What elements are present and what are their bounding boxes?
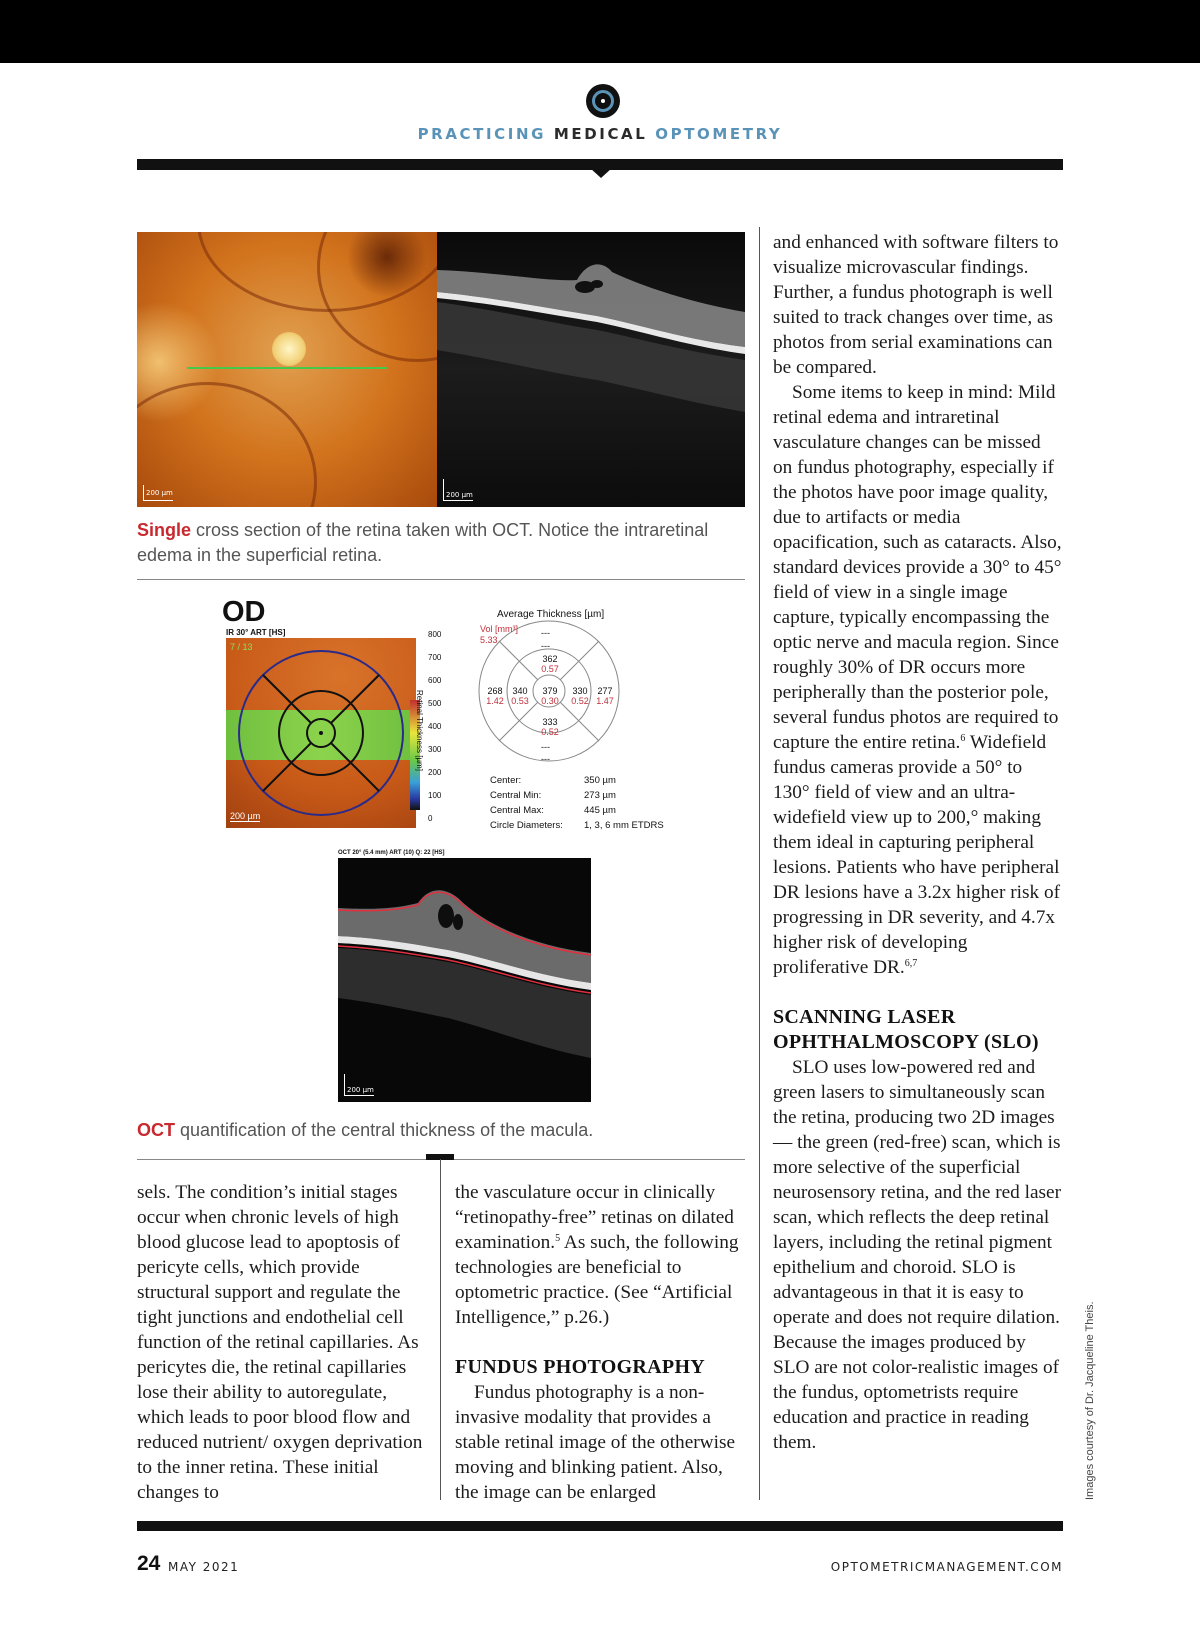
- page-number: 24: [137, 1552, 161, 1575]
- sector-center: 379 0.30: [541, 686, 559, 706]
- ir-scan-label: IR 30° ART [HS]: [226, 628, 286, 637]
- sector-dash: ---: [541, 641, 550, 651]
- paragraph: sels. The condition’s initial stages occur when chronic levels of high blood glucose lead to apoptosis of pericyte cells, which provide structural support and regulate the tight junctions and endothelial cell function of the retinal capillaries. As pericytes die, the retinal capillaries lose their ability to autoregulate, which leads to poor blood flow and reduced nutrient/ oxygen deprivation to the inner retina. These initial changes to: [137, 1182, 423, 1503]
- fundus-photo: [137, 232, 437, 507]
- section-heading: FUNDUS PHOTOGRAPHY: [455, 1356, 706, 1378]
- section-header: [0, 125, 1200, 143]
- section-heading: SCANNING LASER OPHTHALMOSCOPY (SLO): [773, 1006, 1039, 1053]
- figure-divider: [137, 579, 745, 580]
- oct-scan-graphic: [338, 858, 591, 1102]
- colorbar-tick: 600: [428, 676, 442, 685]
- map-scale-label: 200 µm: [230, 811, 261, 821]
- column-divider: [440, 1159, 441, 1500]
- eye-logo-icon: [586, 84, 620, 118]
- column-divider: [759, 227, 760, 1500]
- sector-inner-nasal: 330 0.52: [571, 686, 589, 706]
- figure1-caption: [137, 518, 747, 568]
- figure2-caption: [137, 1118, 747, 1143]
- caption-lead: OCT: [137, 1120, 175, 1140]
- sector-dash: ---: [541, 628, 550, 638]
- oct-cross-section-image: [437, 232, 745, 507]
- sector-outer-temporal: 268 1.42: [486, 686, 504, 706]
- colorbar-tick: 300: [428, 745, 442, 754]
- stat-row: Central Min: 273 µm: [490, 790, 616, 801]
- oct-scan-label: OCT 20° (5.4 mm) ART (10) Q: 22 [HS]: [338, 850, 445, 856]
- sector-dash: ---: [541, 742, 550, 752]
- stat-row: Central Max: 445 µm: [490, 805, 616, 816]
- thickness-stats: [490, 773, 664, 833]
- sector-inner-temporal: 340 0.53: [511, 686, 529, 706]
- body-column-1: [137, 1180, 427, 1505]
- stat-row: Circle Diameters: 1, 3, 6 mm ETDRS: [490, 820, 664, 831]
- body-column-3: [773, 230, 1063, 1455]
- volume-value: 5.33: [480, 635, 498, 645]
- website: OPTOMETRICMANAGEMENT.COM: [830, 1560, 1063, 1574]
- scale-bar-label: 200 µm: [443, 479, 473, 501]
- oct-scan-graphic: [437, 232, 745, 507]
- paragraph: SLO uses low-powered red and green lasers to simultaneously scan the retina, producing two 2D images — the green (red-free) scan, which is more selective of the superficial neurosensory retina, and the red laser scan, which reflects the deep retinal layers, including the retinal pigment epithelium and choroid. SLO is advantageous in that it is easy to operate and does not require dilation. Because the images produced by SLO are not color-realistic images of the fundus, optometrists require education and practice in reading them.: [773, 1057, 1062, 1453]
- colorbar-title: Retinal Thickness [µm]: [415, 690, 424, 771]
- volume-label: [480, 624, 518, 646]
- colorbar-tick: 400: [428, 722, 442, 731]
- section-header-part1: PRACTICING: [417, 125, 547, 143]
- average-thickness-title: Average Thickness [µm]: [497, 609, 605, 620]
- header-rule-notch: [590, 168, 612, 178]
- caption-text: cross section of the retina taken with OCT. Notice the intraretinal edema in the superficial retina.: [137, 520, 709, 565]
- top-black-bar: [0, 0, 1200, 63]
- caption-text: quantification of the central thickness of the macula.: [175, 1120, 594, 1140]
- paragraph: the vasculature occur in clinically “retinopathy-free” retinas on dilated examination.$^5$ As such, the following technologies are beneficial to optometric practice. (See “Artificial Intelligence,” p.26.): [455, 1182, 739, 1328]
- sector-inferior: 333 0.52: [541, 717, 559, 737]
- stat-row: Center: 350 µm: [490, 775, 616, 786]
- etdrs-grid-overlay: [226, 638, 416, 828]
- sector-superior: 362 0.57: [541, 654, 559, 674]
- oct-macula-image: [338, 858, 591, 1102]
- footer-rule: [137, 1521, 1063, 1531]
- colorbar-tick: 100: [428, 791, 442, 800]
- caption-lead: Single: [137, 520, 192, 540]
- eye-label: OD: [222, 596, 266, 628]
- thickness-map: [226, 638, 416, 828]
- scale-bar-label: 200 µm: [143, 485, 173, 501]
- paragraph: Some items to keep in mind: Mild retinal edema and intraretinal vasculature changes can be missed on fundus photography, especially if the photos have poor image quality, due to artifacts or media opacification, such as cataracts. Also, standard devices provide a 30° to 45° field of view in a single image capture, typically encompassing the optic nerve and macula region. Since roughly 30% of DR occurs more peripherally than the posterior pole, several fundus photos are required to capture the entire retina.$^6$ Widefield fundus cameras provide a 50° to 130° field of view and an ultra-widefield view up to 200,° making them ideal in capturing peripheral lesions. Patients who have peripheral DR lesions have a 3.2x higher risk of progressing in DR severity, and 4.7x higher risk of developing proliferative DR.$^{6,7}$: [773, 382, 1062, 978]
- body-column-2: [455, 1180, 745, 1505]
- image-credit: Images courtesy of Dr. Jacqueline Theis.: [1084, 1301, 1096, 1500]
- scale-bar-label: 200 µm: [344, 1074, 374, 1096]
- colorbar-tick: 800: [428, 630, 442, 639]
- volume-title: Vol [mm³]: [480, 624, 519, 634]
- paragraph: Fundus photography is a non-invasive modality that provides a stable retinal image of the otherwise moving and blinking patient. Also, the image can be enlarged: [455, 1382, 736, 1503]
- sector-dash: ---: [541, 754, 550, 764]
- frame-count: 7 / 13: [230, 642, 253, 652]
- colorbar-tick: 200: [428, 768, 442, 777]
- section-header-part3: OPTOMETRY: [655, 125, 783, 143]
- section-header-part2: MEDICAL: [553, 125, 648, 143]
- paragraph: and enhanced with software filters to visualize microvascular findings. Further, a fundus photograph is well suited to track changes over time, as photos from serial examinations can be compared.: [773, 232, 1059, 378]
- colorbar-tick: 500: [428, 699, 442, 708]
- optic-disc: [272, 332, 306, 366]
- colorbar-tick: 0: [428, 814, 433, 823]
- issue-date: MAY 2021: [168, 1560, 240, 1574]
- sector-outer-nasal: 277 1.47: [596, 686, 614, 706]
- colorbar-tick: 700: [428, 653, 442, 662]
- oct-scan-line: [187, 367, 387, 369]
